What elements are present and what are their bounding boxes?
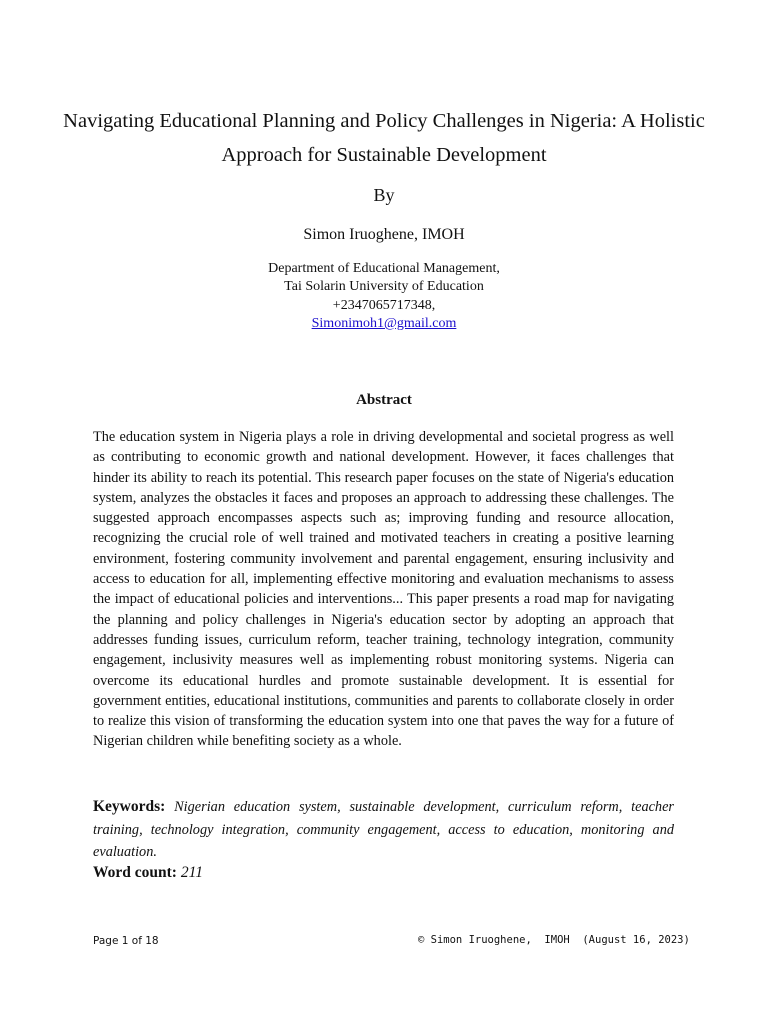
- phone-number: +2347065717348,: [332, 297, 436, 313]
- page-number: Page 1 of 18: [93, 935, 159, 947]
- university: Tai Solarin University of Education: [284, 279, 484, 295]
- abstract-text: The education system in Nigeria plays a role in driving developmental and societal progress as well as contributing to economic growth and national development. However, it faces challenges that hinder its ability to reach its potential. This research paper focuses on the state of Nigeria's education system, analyzes the obstacles it faces and proposes an approach to addressing these challenges. The suggested approach encompasses aspects such as; improving funding and resource allocation, recognizing the crucial role of well trained and motivated teachers in creating a positive learning environment, fostering community involvement and parental engagement, ensuring inclusivity and access to education for all, implementing effective monitoring and evaluation mechanisms to assess the impact of educational policies and interventions... This paper presents a road map for navigating the planning and policy challenges in Nigeria's education sector by adopting an approach that addresses funding issues, curriculum reform, teacher training, technology integration, community engagement, inclusivity measures well as implementing robust monitoring systems. Nigeria can overcome its educational hurdles and promote sustainable development. It is essential for government entities, educational institutions, communities and parents to collaborate closely in order to realize this vision of transforming the education system into one that paves the way for a future of Nigerian children while benefiting society as a whole.: [93, 429, 674, 750]
- keywords-list: Nigerian education system, sustainable development, curriculum reform, teacher training, technology integration, community engagement, access to education, monitoring and evaluation.: [93, 799, 674, 860]
- word-count-label: Word count:: [93, 864, 177, 881]
- word-count: [93, 864, 203, 882]
- paper-title: Navigating Educational Planning and Policy Challenges in Nigeria: A Holistic Approach for Sustainable Development: [63, 110, 705, 166]
- email-link[interactable]: Simonimoh1@gmail.com: [311, 315, 457, 331]
- abstract-heading: Abstract: [356, 392, 412, 408]
- keywords-label: Keywords:: [93, 798, 166, 815]
- keywords-section: [93, 796, 674, 864]
- by-line: By: [373, 185, 395, 205]
- copyright-notice: © Simon Iruoghene, IMOH (August 16, 2023): [418, 934, 690, 946]
- author-affiliation: [0, 260, 768, 333]
- author-name: Simon Iruoghene, IMOH: [303, 226, 465, 243]
- word-count-value: 211: [180, 864, 203, 881]
- department: Department of Educational Management,: [268, 261, 500, 276]
